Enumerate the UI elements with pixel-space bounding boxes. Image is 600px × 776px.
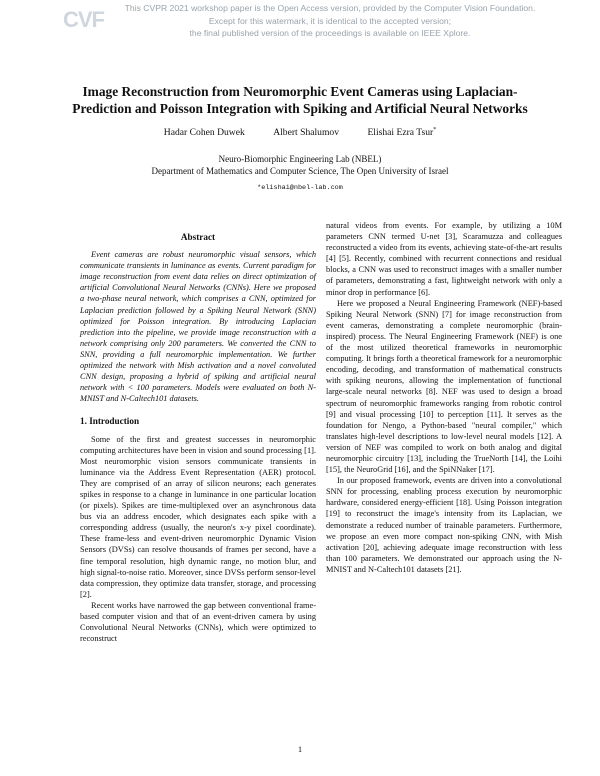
intro-heading: 1. Introduction [80,416,140,427]
affiliation [0,153,600,177]
abstract-heading: Abstract [180,232,216,242]
affiliation-department: Department of Mathematics and Computer Science, The Open University of Israel [151,166,449,176]
corresponding-author-mark: * [433,127,437,133]
watermark-banner [0,0,600,44]
intro-paragraph-2: Recent works have narrowed the gap between conventional frame-based computer vision and that of an event-driven camera by using Convolutional Neural Networks (CNNs), which were optimized to reconstruct [80,600,316,644]
affiliation-lab: Neuro-Biomorphic Engineering Lab (NBEL) [218,154,382,164]
watermark-line-3: the final published version of the proceedings is available on IEEE Xplore. [189,28,471,38]
right-paragraph-1: natural videos from events. For example, by utilizing a 10M parameters CNN termed U-net [3], Scaramuzza and colleagues reconstructed a video from its events, achieving state-of-the-art results [4] [5]. Recently, combined with recurrent connections and residual blocks, a CNN was used to reconstruct images with a smaller number of parameters, demonstrating a fast, lightweight network with only a minor drop in performance [6]. [326,221,562,297]
author-email: *elishai@nbel-lab.com [257,184,343,192]
watermark-line-1: This CVPR 2021 workshop paper is the Open Access version, provided by the Computer Vision Foundation. [124,3,536,13]
page-number: 1 [297,744,303,754]
left-column [80,220,316,644]
watermark-line-2: Except for this watermark, it is identical to the accepted version; [208,15,452,26]
cvf-logo: CVF [63,7,104,32]
right-column [326,220,562,575]
author-3 [367,127,436,138]
author-3-name: Elishai Ezra Tsur [367,127,434,139]
author-list [0,127,600,138]
right-paragraph-3: In our proposed framework, events are driven into a convolutional SNN for processing, enabling process execution by neuromorphic hardware, considered energy-efficient [18]. Using Poisson integration [19] to reconstruct the image's intensity from its Laplacian, we demonstrate a reduced number of trainable parameters. Furthermore, we propose an even more compact non-spiking CNN, with Mish activation [20], achieving adequate image reconstruction with less than 100 parameters. We demonstrated our approach using the N-MNIST and N-Caltech101 datasets [21]. [326,476,562,574]
intro-paragraph-1: Some of the first and greatest successes in neuromorphic computing architectures have been in vision and sound processing [1]. Most neuromorphic vision sensors communicate transients in luminance via the Address Event Representation (AER) protocol. They are comprised of an array of silicon neurons; each generates spikes in response to a change in luminance in one particular location (or pixels). Spikes are time-multiplexed over an asynchronous data bus via an address encoder, which designates each spike with a corresponding address (usually, the neuron's x-y pixel coordinate). These frame-less and event-driven neuromorphic Dynamic Vision Sensors (DVSs) can resolve thousands of frames per second, have a fine temporal resolution, high dynamic range, no motion blur, and high signal-to-noise ratio. Moreover, since DVSs perform sensor-level data compression, they optimize data transfer, storage, and processing [2]. [80,434,316,599]
paper-title: Image Reconstruction from Neuromorphic Event Cameras using Laplacian-Prediction and Poisson Integration with Spiking and Artificial Neural Networks [72,84,528,116]
abstract-text: Event cameras are robust neuromorphic visual sensors, which communicate transients in luminance as events. Current paradigm for image reconstruction from event data relies on direct optimization of artificial Convolutional Neural Networks (CNNs). Here we proposed a two-phase neural network, which comprises a CNN, optimized for Laplacian prediction followed by a Spiking Neural Network (SNN) optimized for Poisson integration. By introducing Laplacian prediction into the pipeline, we provide image reconstruction with a network comprising only 200 parameters. We converted the CNN to SNN, providing a full neuromorphic implementation. We further optimized the network with Mish activation and a novel convoluted CNN design, proposing a hybrid of spiking and artificial neural network with < 100 parameters. Models were evaluated on both N-MNIST and N-Caltech101 datasets. [80,250,316,404]
watermark-text [110,2,550,40]
right-paragraph-2: Here we proposed a Neural Engineering Framework (NEF)-based Spiking Neural Network (SNN) [7] for image reconstruction from event cameras, demonstrating a complete neuromorphic (brain-inspired) process. The Neural Engineering Framework (NEF) is one of the most utilized theoretical frameworks in neuromorphic computing. It brings forth a theoretical framework for a neuromorphic encoding, decoding, and transformation of mathematical constructs with spiking neurons, allowing the implementation of functional large-scale neural networks [8]. NEF was used to design a broad spectrum of neuromorphic frameworks ranging from robotic control [9] and visual processing [10] to perception [11]. It serves as the foundation for Nengo, a Python-based "neural compiler," which translates high-level descriptions to low-level neural models [12]. A version of NEF was compiled to work on both analog and digital neuromorphic circuitry [13], including the TrueNorth [14], the Loihi [15], the NeuroGrid [16], and the SpiNNaker [17]. [326,298,562,475]
author-1: Hadar Cohen Duwek [163,127,245,139]
author-2: Albert Shalumov [273,127,340,139]
